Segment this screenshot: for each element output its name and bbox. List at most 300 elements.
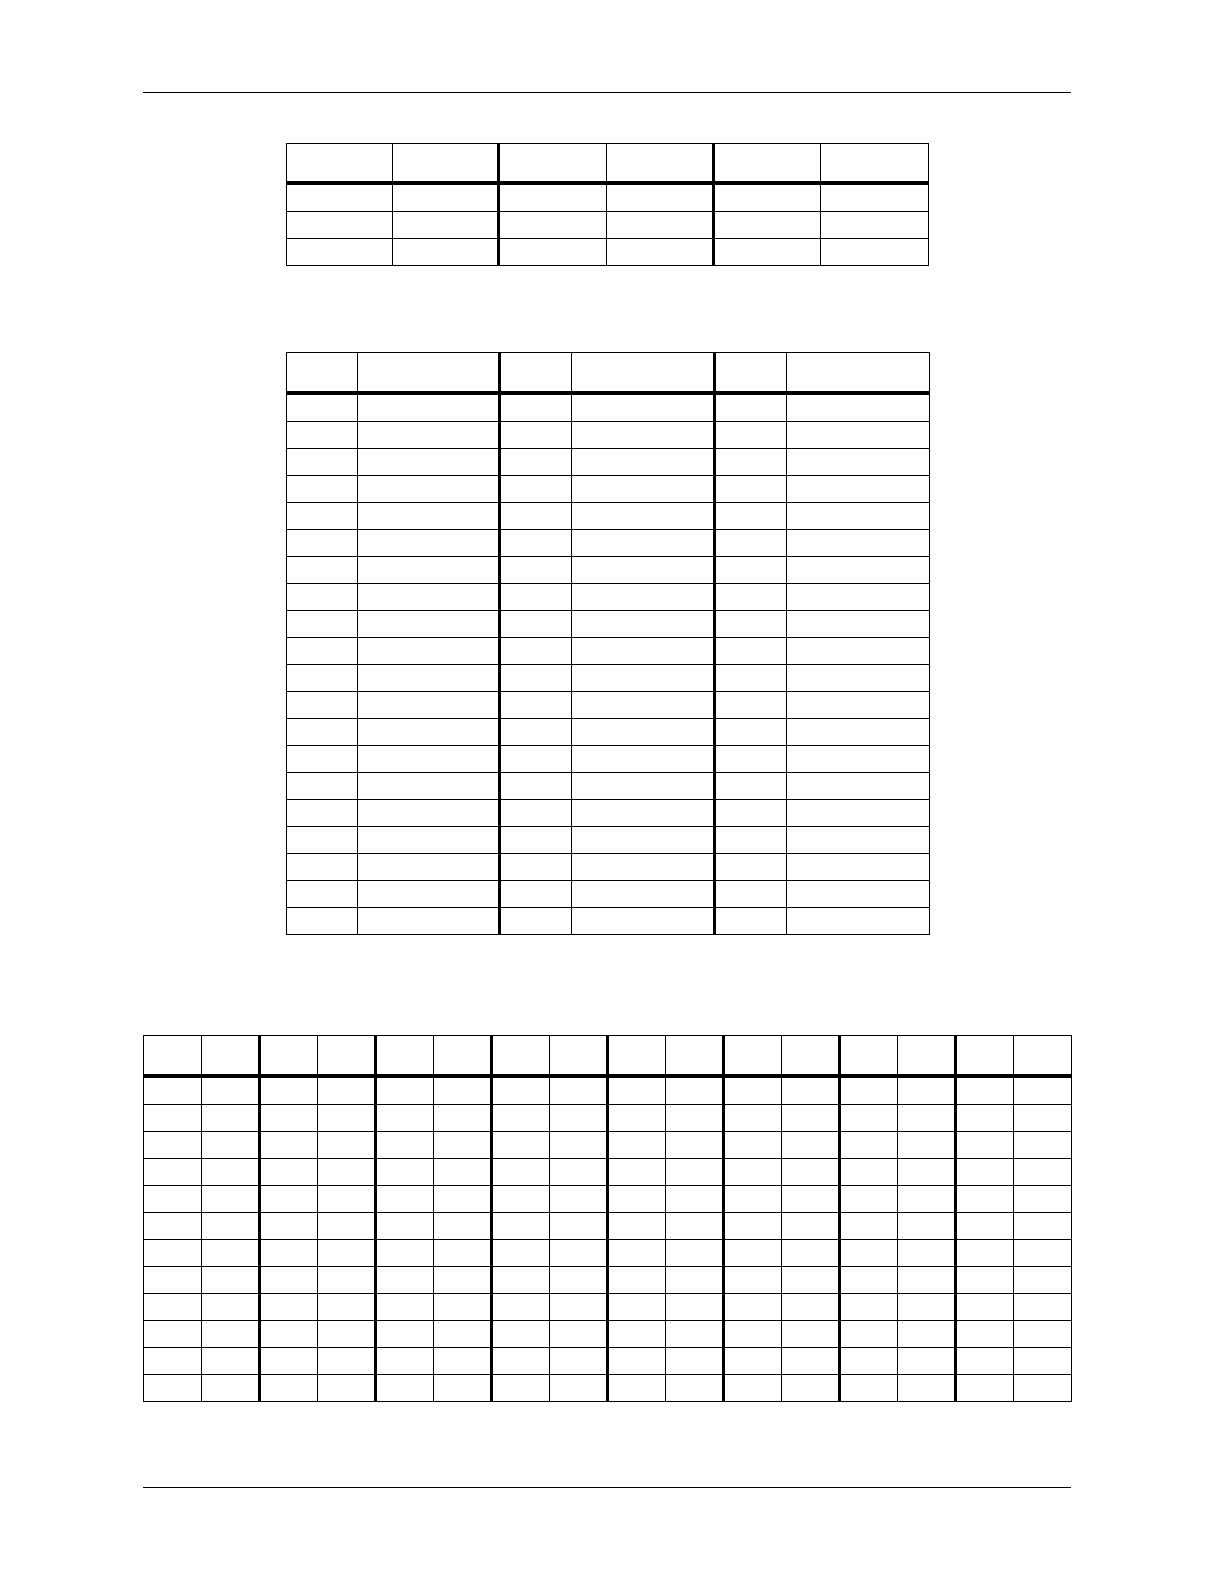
table-cell: [500, 854, 572, 881]
table-cell: [287, 692, 358, 719]
table-row: [144, 1159, 1072, 1186]
table-cell: [358, 827, 500, 854]
table-cell: [715, 393, 787, 422]
table-cell: [202, 1105, 260, 1132]
table-cell: [358, 584, 500, 611]
table-row: [287, 611, 930, 638]
table-row: [287, 212, 929, 239]
header-cell: [787, 353, 930, 394]
table-cell: [260, 1375, 318, 1402]
table-cell: [787, 692, 930, 719]
table-cell: [144, 1076, 202, 1105]
table-3: [143, 1035, 1072, 1402]
table-cell: [572, 692, 715, 719]
table-cell: [202, 1321, 260, 1348]
table-cell: [358, 393, 500, 422]
table-row: [287, 503, 930, 530]
table-cell: [607, 239, 714, 266]
header-cell: [956, 1036, 1014, 1077]
table-cell: [666, 1321, 724, 1348]
table-cell: [782, 1321, 840, 1348]
header-cell: [500, 353, 572, 394]
table-row: [287, 239, 929, 266]
table-cell: [550, 1348, 608, 1375]
table-cell: [956, 1105, 1014, 1132]
table-cell: [499, 183, 607, 212]
table-cell: [956, 1159, 1014, 1186]
table-cell: [1014, 1240, 1072, 1267]
header-cell: [714, 144, 821, 184]
table-cell: [715, 611, 787, 638]
table-cell: [608, 1132, 666, 1159]
table-cell: [608, 1076, 666, 1105]
table-cell: [572, 503, 715, 530]
table-cell: [287, 557, 358, 584]
table-cell: [287, 746, 358, 773]
table-cell: [715, 665, 787, 692]
table-cell: [572, 827, 715, 854]
table-cell: [358, 881, 500, 908]
table-cell: [787, 503, 930, 530]
table-cell: [500, 449, 572, 476]
table-cell: [724, 1294, 782, 1321]
table-cell: [202, 1076, 260, 1105]
table-cell: [1014, 1105, 1072, 1132]
table-cell: [358, 638, 500, 665]
table-cell: [666, 1105, 724, 1132]
table-cell: [956, 1348, 1014, 1375]
table-cell: [260, 1213, 318, 1240]
table-cell: [898, 1321, 956, 1348]
table-cell: [956, 1076, 1014, 1105]
table-cell: [666, 1240, 724, 1267]
table-cell: [840, 1348, 898, 1375]
table-cell: [260, 1132, 318, 1159]
header-cell: [260, 1036, 318, 1077]
table-cell: [500, 422, 572, 449]
table-cell: [1014, 1186, 1072, 1213]
table-cell: [608, 1375, 666, 1402]
table-cell: [287, 212, 393, 239]
table-cell: [782, 1105, 840, 1132]
table-cell: [144, 1159, 202, 1186]
table-cell: [202, 1375, 260, 1402]
table-cell: [550, 1159, 608, 1186]
table-cell: [787, 665, 930, 692]
table-cell: [500, 773, 572, 800]
table-cell: [500, 665, 572, 692]
table-cell: [787, 449, 930, 476]
table-cell: [572, 530, 715, 557]
table-cell: [1014, 1076, 1072, 1105]
table-cell: [318, 1240, 376, 1267]
table-row: [144, 1348, 1072, 1375]
table-cell: [724, 1321, 782, 1348]
table-cell: [821, 239, 929, 266]
table-cell: [608, 1294, 666, 1321]
table-cell: [376, 1105, 434, 1132]
table-row: [287, 557, 930, 584]
header-cell: [393, 144, 499, 184]
table-row: [144, 1213, 1072, 1240]
header-cell: [499, 144, 607, 184]
table-2-body: [287, 353, 930, 935]
table-cell: [898, 1240, 956, 1267]
table-cell: [714, 239, 821, 266]
table-cell: [144, 1240, 202, 1267]
table-cell: [202, 1132, 260, 1159]
table-cell: [1014, 1132, 1072, 1159]
table-cell: [550, 1213, 608, 1240]
header-cell: [724, 1036, 782, 1077]
table-cell: [608, 1321, 666, 1348]
table-cell: [898, 1294, 956, 1321]
table-cell: [1014, 1267, 1072, 1294]
header-cell: [607, 144, 714, 184]
table-row: [287, 665, 930, 692]
table-cell: [715, 449, 787, 476]
table-cell: [500, 881, 572, 908]
table-cell: [492, 1186, 550, 1213]
table-cell: [956, 1375, 1014, 1402]
table-cell: [782, 1348, 840, 1375]
table-cell: [572, 611, 715, 638]
table-cell: [572, 422, 715, 449]
header-cell: [202, 1036, 260, 1077]
header-cell: [898, 1036, 956, 1077]
table-cell: [956, 1186, 1014, 1213]
table-cell: [666, 1213, 724, 1240]
table-cell: [898, 1348, 956, 1375]
table-cell: [956, 1240, 1014, 1267]
table-cell: [898, 1267, 956, 1294]
table-row: [287, 183, 929, 212]
table-cell: [287, 503, 358, 530]
table-cell: [608, 1348, 666, 1375]
table-row: [287, 422, 930, 449]
table-cell: [840, 1186, 898, 1213]
table-cell: [358, 746, 500, 773]
header-cell: [840, 1036, 898, 1077]
table-cell: [607, 183, 714, 212]
table-cell: [724, 1105, 782, 1132]
table-cell: [898, 1186, 956, 1213]
table-cell: [287, 584, 358, 611]
table-cell: [782, 1240, 840, 1267]
table-cell: [898, 1159, 956, 1186]
table-cell: [715, 827, 787, 854]
table-cell: [287, 665, 358, 692]
table-cell: [287, 422, 358, 449]
table-cell: [898, 1132, 956, 1159]
table-cell: [376, 1348, 434, 1375]
table-cell: [434, 1159, 492, 1186]
table-cell: [358, 854, 500, 881]
table-cell: [393, 183, 499, 212]
table-cell: [492, 1267, 550, 1294]
table-cell: [782, 1267, 840, 1294]
table-cell: [898, 1076, 956, 1105]
table-cell: [287, 827, 358, 854]
table-row: [287, 746, 930, 773]
table-cell: [715, 908, 787, 935]
table-cell: [840, 1132, 898, 1159]
table-cell: [500, 393, 572, 422]
table-cell: [358, 422, 500, 449]
table-cell: [358, 692, 500, 719]
table-row: [144, 1321, 1072, 1348]
table-cell: [260, 1294, 318, 1321]
table-cell: [500, 908, 572, 935]
table-cell: [840, 1076, 898, 1105]
table-cell: [434, 1294, 492, 1321]
table-cell: [260, 1267, 318, 1294]
table-cell: [260, 1321, 318, 1348]
table-cell: [787, 638, 930, 665]
table-cell: [787, 800, 930, 827]
header-cell: [376, 1036, 434, 1077]
table-cell: [724, 1132, 782, 1159]
table-cell: [840, 1159, 898, 1186]
table-cell: [144, 1321, 202, 1348]
table-cell: [358, 800, 500, 827]
table-cell: [358, 449, 500, 476]
table-cell: [787, 476, 930, 503]
table-row: [287, 908, 930, 935]
header-cell: [1014, 1036, 1072, 1077]
table-cell: [358, 503, 500, 530]
table-cell: [287, 476, 358, 503]
header-cell: [492, 1036, 550, 1077]
table-cell: [260, 1240, 318, 1267]
table-cell: [821, 183, 929, 212]
table-cell: [376, 1267, 434, 1294]
table-cell: [376, 1321, 434, 1348]
table-cell: [724, 1076, 782, 1105]
table-cell: [318, 1213, 376, 1240]
header-cell: [608, 1036, 666, 1077]
table-row: [144, 1186, 1072, 1213]
table-cell: [572, 800, 715, 827]
table-cell: [550, 1105, 608, 1132]
table-cell: [376, 1132, 434, 1159]
table-cell: [840, 1105, 898, 1132]
table-cell: [782, 1186, 840, 1213]
table-cell: [500, 692, 572, 719]
table-cell: [787, 881, 930, 908]
table-cell: [318, 1294, 376, 1321]
table-cell: [287, 183, 393, 212]
table-cell: [608, 1186, 666, 1213]
table-cell: [956, 1321, 1014, 1348]
table-cell: [434, 1321, 492, 1348]
header-cell: [287, 144, 393, 184]
table-cell: [572, 719, 715, 746]
table-cell: [787, 854, 930, 881]
table-cell: [260, 1105, 318, 1132]
table-cell: [434, 1076, 492, 1105]
table-cell: [956, 1132, 1014, 1159]
table-cell: [376, 1294, 434, 1321]
table-cell: [434, 1240, 492, 1267]
table-cell: [358, 665, 500, 692]
table-cell: [715, 773, 787, 800]
table-cell: [260, 1348, 318, 1375]
table-cell: [956, 1294, 1014, 1321]
table-cell: [550, 1375, 608, 1402]
table-cell: [500, 827, 572, 854]
header-cell: [434, 1036, 492, 1077]
table-cell: [1014, 1375, 1072, 1402]
table-cell: [608, 1105, 666, 1132]
table-cell: [608, 1213, 666, 1240]
header-cell: [666, 1036, 724, 1077]
table-cell: [898, 1375, 956, 1402]
table-row: [144, 1294, 1072, 1321]
table-cell: [572, 584, 715, 611]
table-cell: [550, 1267, 608, 1294]
table-cell: [318, 1105, 376, 1132]
table-cell: [202, 1267, 260, 1294]
table-cell: [492, 1076, 550, 1105]
table-cell: [202, 1240, 260, 1267]
table-cell: [840, 1294, 898, 1321]
table-cell: [144, 1267, 202, 1294]
table-cell: [666, 1132, 724, 1159]
table-cell: [782, 1132, 840, 1159]
table-cell: [787, 908, 930, 935]
table-cell: [376, 1076, 434, 1105]
table-cell: [840, 1267, 898, 1294]
table-cell: [358, 611, 500, 638]
table-cell: [956, 1267, 1014, 1294]
table-cell: [318, 1076, 376, 1105]
table-cell: [821, 212, 929, 239]
table-cell: [492, 1294, 550, 1321]
table-cell: [724, 1375, 782, 1402]
table-cell: [550, 1186, 608, 1213]
table-cell: [787, 422, 930, 449]
table-cell: [715, 584, 787, 611]
table-cell: [550, 1240, 608, 1267]
table-cell: [492, 1321, 550, 1348]
table-cell: [840, 1240, 898, 1267]
header-cell: [572, 353, 715, 394]
table-cell: [715, 530, 787, 557]
table-cell: [550, 1321, 608, 1348]
table-cell: [724, 1240, 782, 1267]
table-cell: [782, 1076, 840, 1105]
table-cell: [715, 503, 787, 530]
header-cell: [287, 353, 358, 394]
table-cell: [500, 476, 572, 503]
table-cell: [500, 557, 572, 584]
table-cell: [787, 611, 930, 638]
table-cell: [287, 800, 358, 827]
table-cell: [724, 1267, 782, 1294]
table-cell: [1014, 1294, 1072, 1321]
table-row: [144, 1375, 1072, 1402]
table-row: [287, 800, 930, 827]
table-cell: [782, 1213, 840, 1240]
table-1-body: [287, 144, 929, 266]
table-cell: [715, 800, 787, 827]
table-cell: [572, 773, 715, 800]
table-1: [286, 143, 929, 266]
table-cell: [376, 1240, 434, 1267]
table-cell: [287, 908, 358, 935]
table-row: [287, 827, 930, 854]
table-cell: [492, 1375, 550, 1402]
table-cell: [898, 1213, 956, 1240]
table-cell: [607, 212, 714, 239]
header-cell: [821, 144, 929, 184]
table-cell: [260, 1076, 318, 1105]
table-cell: [1014, 1348, 1072, 1375]
table-cell: [287, 239, 393, 266]
table-cell: [358, 557, 500, 584]
table-cell: [666, 1076, 724, 1105]
table-cell: [782, 1159, 840, 1186]
table-cell: [715, 746, 787, 773]
table-cell: [287, 881, 358, 908]
table-cell: [572, 638, 715, 665]
table-cell: [287, 393, 358, 422]
table-cell: [956, 1213, 1014, 1240]
table-cell: [499, 239, 607, 266]
table-row: [287, 773, 930, 800]
table-row: [287, 530, 930, 557]
table-header-row: [287, 353, 930, 394]
table-cell: [287, 611, 358, 638]
table-cell: [500, 584, 572, 611]
table-cell: [318, 1348, 376, 1375]
table-cell: [144, 1213, 202, 1240]
table-cell: [715, 557, 787, 584]
table-cell: [144, 1375, 202, 1402]
table-cell: [608, 1159, 666, 1186]
table-cell: [434, 1132, 492, 1159]
table-cell: [724, 1348, 782, 1375]
footer-rule: [143, 1487, 1071, 1488]
table-cell: [318, 1375, 376, 1402]
table-cell: [898, 1105, 956, 1132]
table-row: [144, 1240, 1072, 1267]
table-header-row: [144, 1036, 1072, 1077]
table-cell: [393, 239, 499, 266]
table-cell: [318, 1321, 376, 1348]
table-cell: [492, 1240, 550, 1267]
table-cell: [608, 1240, 666, 1267]
table-cell: [434, 1267, 492, 1294]
table-cell: [202, 1159, 260, 1186]
table-cell: [492, 1132, 550, 1159]
table-cell: [500, 503, 572, 530]
table-cell: [572, 557, 715, 584]
table-cell: [376, 1213, 434, 1240]
table-cell: [318, 1159, 376, 1186]
table-row: [287, 854, 930, 881]
table-cell: [318, 1132, 376, 1159]
table-cell: [1014, 1159, 1072, 1186]
table-cell: [550, 1076, 608, 1105]
table-cell: [608, 1267, 666, 1294]
table-cell: [376, 1186, 434, 1213]
table-cell: [376, 1375, 434, 1402]
table-cell: [492, 1105, 550, 1132]
table-cell: [666, 1294, 724, 1321]
table-cell: [666, 1375, 724, 1402]
